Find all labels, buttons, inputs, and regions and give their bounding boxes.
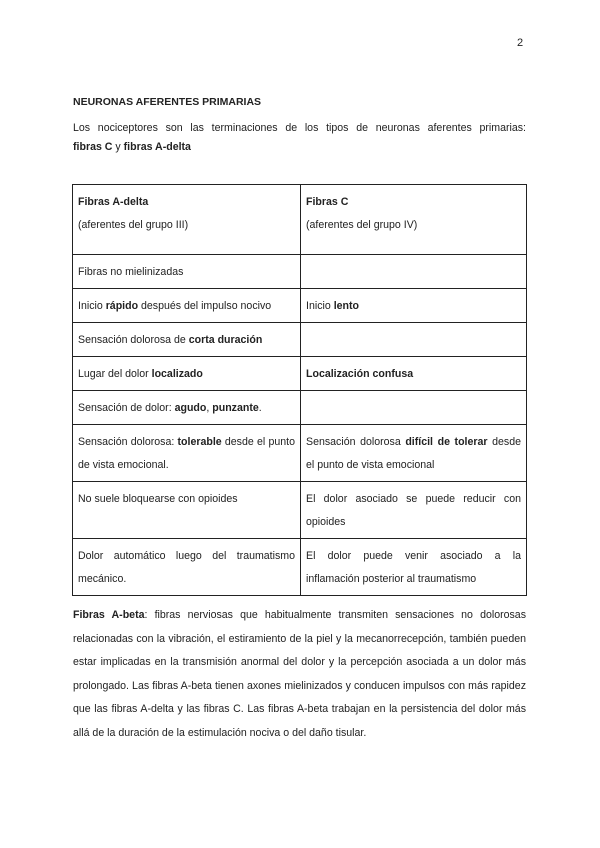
table-cell (301, 425, 527, 482)
cell-emphasis: lento (333, 300, 359, 312)
table-cell: Fibras no mielinizadas (73, 255, 301, 289)
fibras-a-delta-term: fibras A-delta (123, 141, 191, 153)
cell-text: . (258, 402, 262, 414)
header-cell-a-delta (73, 185, 301, 255)
table-cell: Dolor automático luego del traumatismo mecánico. (73, 539, 301, 596)
cell-text: Inicio (306, 300, 334, 312)
table-row (73, 357, 527, 391)
table-cell (301, 357, 527, 391)
header-a-delta-title: Fibras A-delta (78, 196, 149, 208)
header-cell-c (301, 185, 527, 255)
cell-emphasis: agudo (174, 402, 207, 414)
cell-emphasis: Localización confusa (306, 368, 414, 380)
table-row (73, 425, 527, 482)
page-number: 2 (517, 37, 524, 49)
paragraph-text: : fibras nerviosas que habitualmente transmiten sensaciones no dolorosas relacionadas con la vibración, el estiramiento de la piel y la mecanorrecepción, también pueden estar implicadas en la transmisión anormal del dolor y la percepción asociada a un dolor más prolongado. Las fibras A-beta tienen axones mielinizados y conducen impulsos con más rapidez que las fibras A-delta y las fibras C. Las fibras A-beta trabajan en la persistencia del dolor más allá de la duración de la estimulación nociva o del daño tisular. (73, 609, 526, 739)
header-c-title: Fibras C (306, 196, 349, 208)
table-row (73, 482, 527, 539)
cell-text: Inicio (78, 300, 106, 312)
table-row (73, 289, 527, 323)
fibras-c-term: fibras C (73, 141, 113, 153)
table-cell (301, 323, 527, 357)
cell-emphasis: punzante (212, 402, 259, 414)
fiber-comparison-table (72, 184, 527, 596)
cell-text: , (206, 402, 213, 414)
cell-text: Sensación dolorosa de (78, 334, 189, 346)
header-a-delta-subtitle: (aferentes del grupo III) (78, 219, 189, 231)
cell-text: Sensación dolorosa (306, 436, 406, 448)
cell-emphasis: tolerable (177, 436, 222, 448)
cell-emphasis: difícil de tolerar (405, 436, 488, 448)
cell-text: Sensación de dolor: (78, 402, 175, 414)
header-c-subtitle: (aferentes del grupo IV) (306, 219, 418, 231)
intro-conjunction: y (112, 141, 124, 153)
table-cell: El dolor asociado se puede reducir con opioides (301, 482, 527, 539)
intro-fibers-line (73, 141, 191, 153)
table-header-row (73, 185, 527, 255)
table-cell: El dolor puede venir asociado a la inflamación posterior al traumatismo (301, 539, 527, 596)
cell-text: después del impulso nocivo (138, 300, 272, 312)
table-row (73, 539, 527, 596)
table-cell (73, 289, 301, 323)
table-cell (73, 323, 301, 357)
cell-emphasis: localizado (151, 368, 203, 380)
cell-text: Lugar del dolor (78, 368, 152, 380)
cell-emphasis: corta duración (188, 334, 263, 346)
cell-text: desde el punto de vista emocional. (78, 436, 295, 471)
cell-text: Sensación dolorosa: (78, 436, 178, 448)
table-cell (73, 425, 301, 482)
table-cell (301, 289, 527, 323)
table-cell (73, 357, 301, 391)
table-row (73, 323, 527, 357)
table-cell (301, 255, 527, 289)
cell-text: desde el punto de vista emocional (306, 436, 521, 471)
table-row (73, 255, 527, 289)
section-heading: NEURONAS AFERENTES PRIMARIAS (73, 96, 262, 108)
table-cell (73, 391, 301, 425)
cell-emphasis: rápido (105, 300, 139, 312)
table-row (73, 391, 527, 425)
paragraph-term: Fibras A-beta (73, 609, 145, 621)
table-cell: No suele bloquearse con opioides (73, 482, 301, 539)
intro-line: Los nociceptores son las terminaciones de los tipos de neuronas aferentes primarias: (73, 122, 526, 134)
fibras-a-beta-paragraph (73, 604, 526, 745)
table-cell (301, 391, 527, 425)
